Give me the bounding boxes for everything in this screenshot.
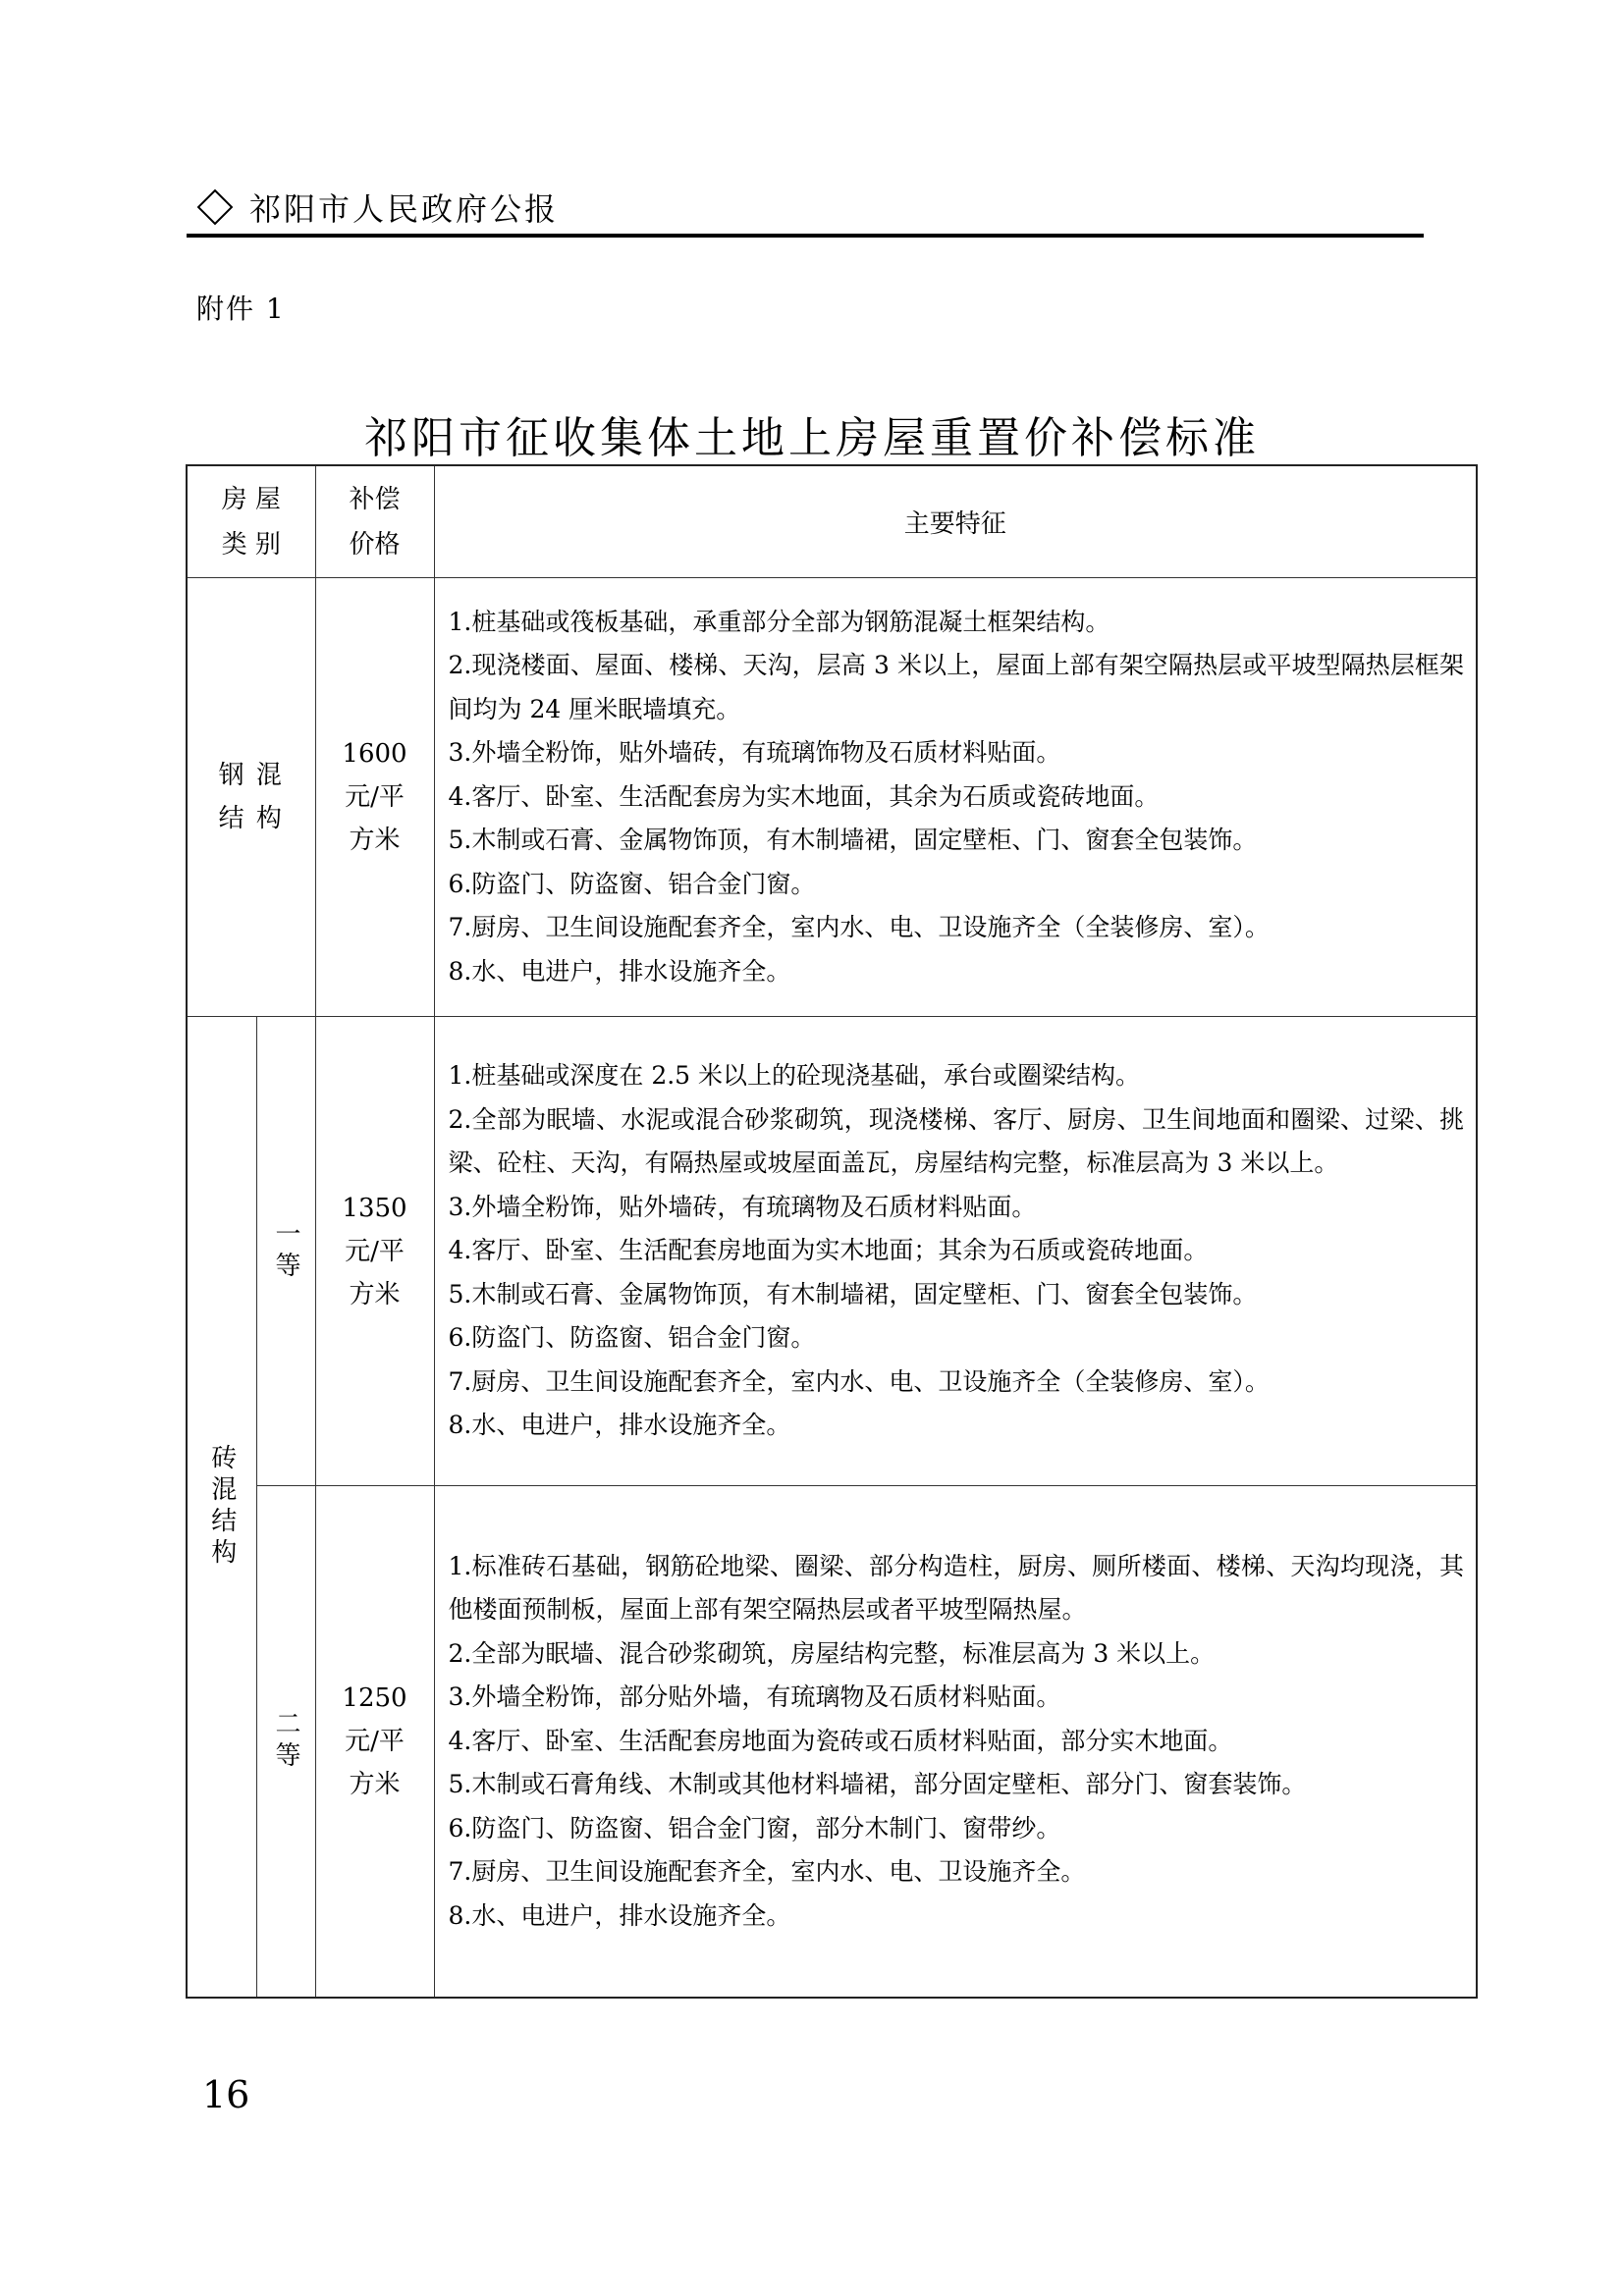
price-value: 1600 — [342, 739, 407, 769]
price-unit: 方米 — [349, 1279, 401, 1309]
header-rule — [187, 234, 1424, 238]
table-row — [187, 1486, 1477, 1998]
features-cell — [434, 578, 1477, 1017]
compensation-table — [186, 464, 1476, 1999]
price-cell — [315, 1017, 434, 1486]
feature-item: 2.全部为眠墙、水泥或混合砂浆砌筑，现浇楼梯、客厅、厨房、卫生间地面和圈梁、过梁、挑梁、砼柱、天沟，有隔热屋或坡屋面盖瓦，房屋结构完整，标准层高为 3 米以上。 — [448, 1104, 1465, 1178]
price-cell — [315, 1486, 434, 1998]
feature-item: 8.水、电进户，排水设施齐全。 — [448, 956, 791, 986]
grade-cell — [256, 1017, 315, 1486]
running-header — [196, 185, 559, 230]
attachment-label: 附件 1 — [196, 293, 286, 325]
category-line: 结 构 — [218, 804, 284, 833]
feature-item: 8.水、电进户，排水设施齐全。 — [448, 1411, 791, 1440]
price-value: 1350 — [342, 1193, 407, 1223]
feature-item: 7.厨房、卫生间设施配套齐全，室内水、电、卫设施齐全（全装修房、室）。 — [448, 1366, 1270, 1396]
feature-item: 4.客厅、卧室、生活配套房为实木地面，其余为石质或瓷砖地面。 — [448, 781, 1160, 811]
features-cell — [434, 1017, 1477, 1486]
header-features: 主要特征 — [434, 465, 1477, 578]
header-price — [315, 465, 434, 578]
header-category — [187, 465, 315, 578]
feature-item: 5.木制或石膏、金属物饰顶，有木制墙裙，固定壁柜、门、窗套全包装饰。 — [448, 1279, 1258, 1308]
grade-label: 二等 — [271, 1709, 300, 1773]
price-unit: 元/平 — [345, 1726, 405, 1756]
category-cell — [187, 1017, 256, 1998]
feature-item: 7.厨房、卫生间设施配套齐全，室内水、电、卫设施齐全。 — [448, 1857, 1086, 1886]
header-category-line: 房 屋 — [221, 484, 281, 514]
feature-item: 3.外墙全粉饰，贴外墙砖，有琉璃饰物及石质材料贴面。 — [448, 738, 1061, 768]
feature-item: 4.客厅、卧室、生活配套房地面为瓷砖或石质材料贴面，部分实木地面。 — [448, 1726, 1233, 1755]
price-cell — [315, 578, 434, 1017]
feature-item: 8.水、电进户，排水设施齐全。 — [448, 1900, 791, 1930]
grade-label: 一等 — [271, 1219, 300, 1283]
feature-item: 5.木制或石膏、金属物饰顶，有木制墙裙，固定壁柜、门、窗套全包装饰。 — [448, 826, 1258, 855]
feature-item: 1.桩基础或筏板基础，承重部分全部为钢筋混凝土框架结构。 — [448, 607, 1110, 636]
feature-item: 2.全部为眠墙、混合砂浆砌筑，房屋结构完整，标准层高为 3 米以上。 — [448, 1638, 1216, 1668]
price-unit: 元/平 — [345, 1236, 405, 1266]
price-unit: 方米 — [349, 1769, 401, 1799]
table-header-row — [187, 465, 1477, 578]
document-title: 祁阳市征收集体土地上房屋重置价补偿标准 — [364, 413, 1260, 463]
feature-item: 6.防盗门、防盗窗、铝合金门窗，部分木制门、窗带纱。 — [448, 1813, 1061, 1842]
table-row — [187, 1017, 1477, 1486]
price-unit: 方米 — [349, 826, 401, 855]
diamond-outline-icon — [197, 189, 234, 226]
page-number: 16 — [202, 2073, 250, 2116]
feature-item: 3.外墙全粉饰，部分贴外墙，有琉璃物及石质材料贴面。 — [448, 1682, 1061, 1711]
category-vertical-label: 砖混结构 — [206, 1443, 237, 1570]
header-price-line: 价格 — [349, 529, 401, 560]
feature-item: 4.客厅、卧室、生活配套房地面为实木地面；其余为石质或瓷砖地面。 — [448, 1236, 1209, 1265]
table-row — [187, 578, 1477, 1017]
category-line: 钢 混 — [218, 761, 284, 790]
price-unit: 元/平 — [345, 782, 405, 812]
grade-cell — [256, 1486, 315, 1998]
feature-item: 1.桩基础或深度在 2.5 米以上的砼现浇基础，承台或圈梁结构。 — [448, 1061, 1141, 1091]
feature-item: 1.标准砖石基础，钢筋砼地梁、圈梁、部分构造柱，厨房、厕所楼面、楼梯、天沟均现浇，其他楼面预制板，屋面上部有架空隔热层或者平坡型隔热屋。 — [448, 1551, 1465, 1624]
price-value: 1250 — [342, 1682, 407, 1713]
features-cell — [434, 1486, 1477, 1998]
category-cell — [187, 578, 315, 1017]
feature-item: 7.厨房、卫生间设施配套齐全，室内水、电、卫设施齐全（全装修房、室）。 — [448, 913, 1270, 942]
header-category-line: 类 别 — [221, 529, 281, 560]
feature-item: 2.现浇楼面、屋面、楼梯、天沟，层高 3 米以上，屋面上部有架空隔热层或平坡型隔热层框架间均为 24 厘米眠墙填充。 — [448, 651, 1465, 723]
publication-title: 祁阳市人民政府公报 — [249, 190, 560, 228]
feature-item: 3.外墙全粉饰，贴外墙砖，有琉璃物及石质材料贴面。 — [448, 1192, 1037, 1221]
feature-item: 6.防盗门、防盗窗、铝合金门窗。 — [448, 1323, 816, 1353]
feature-item: 5.木制或石膏角线、木制或其他材料墙裙，部分固定壁柜、部分门、窗套装饰。 — [448, 1770, 1307, 1798]
feature-item: 6.防盗门、防盗窗、铝合金门窗。 — [448, 869, 816, 898]
header-price-line: 补偿 — [349, 484, 401, 514]
